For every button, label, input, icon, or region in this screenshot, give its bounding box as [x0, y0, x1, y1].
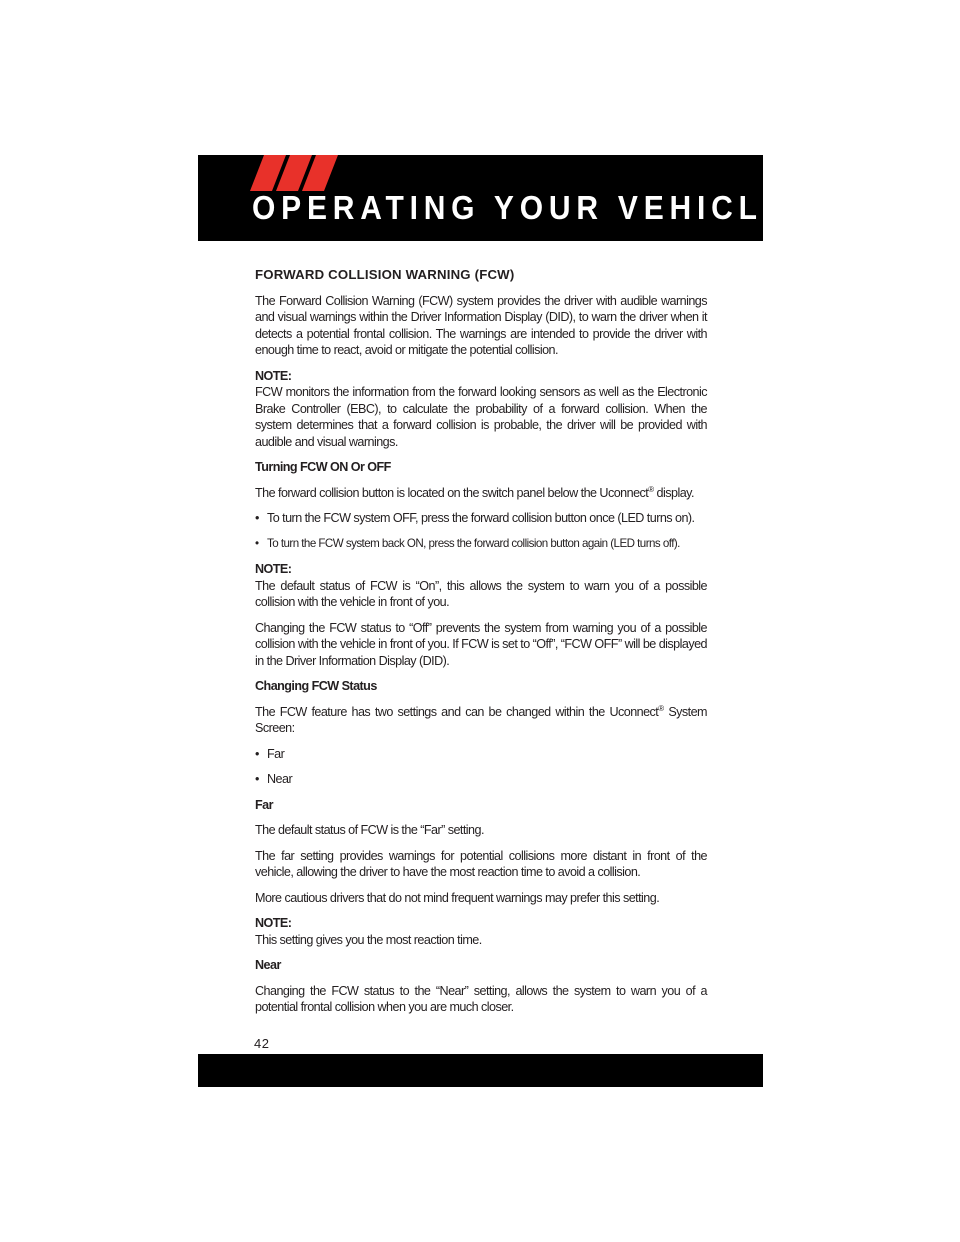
page-number: 42: [254, 1036, 270, 1051]
intro-paragraph: The Forward Collision Warning (FCW) system provides the driver with audible warnings and visual warnings within the Driver Information Display (DID), to warn the driver when it detects a potential frontal collision. The warnings are intended to provide the driver with enough time to react, avoid or mitigate the potential collision.: [255, 293, 707, 357]
main-heading: FORWARD COLLISION WARNING (FCW): [255, 267, 515, 282]
bullet-far: [255, 746, 707, 763]
far-heading: Far: [255, 797, 273, 812]
note-block-1: [255, 368, 707, 451]
registered-mark: ®: [648, 484, 654, 494]
settings-paragraph: [255, 704, 707, 737]
bullet-turn-off: [255, 510, 707, 527]
changing-heading: Changing FCW Status: [255, 679, 377, 693]
changing-paragraph: Changing the FCW status to “Off” prevents the system from warning you of a possible collision with the vehicle in front of you. If FCW is set to “Off”, “FCW OFF” will be displayed in the Driver Information Display (DID).: [255, 620, 707, 668]
bullet-dot-icon: •: [255, 536, 259, 550]
section-title: OPERATING YOUR VEHICLE: [252, 190, 789, 227]
note-text-3: This setting gives you the most reaction time.: [255, 932, 482, 947]
note-label: NOTE:: [255, 562, 292, 576]
turning-text-before: The forward collision button is located on the switch panel below the Uconnect: [255, 485, 649, 500]
bullet-near-text: Near: [267, 772, 293, 786]
turning-heading: Turning FCW ON Or OFF: [255, 460, 391, 474]
bullet-turn-off-text: To turn the FCW system OFF, press the forward collision button once (LED turns on).: [267, 511, 695, 525]
page-content: [255, 267, 707, 1025]
far-description-paragraph: The far setting provides warnings for potential collisions more distant in front of the vehicle, allowing the driver to have the most reaction time to avoid a collision.: [255, 848, 707, 879]
settings-text-before: The FCW feature has two settings and can be changed within the Uconnect: [255, 704, 659, 719]
note-text-2: The default status of FCW is “On”, this allows the system to warn you of a possible collision with the vehicle in front of you.: [255, 578, 707, 609]
bullet-dot-icon: •: [255, 511, 259, 525]
turning-paragraph: [255, 485, 707, 502]
bullet-near: [255, 771, 707, 788]
bullet-dot-icon: •: [255, 746, 259, 761]
near-paragraph: Changing the FCW status to the “Near” setting, allows the system to warn you of a potential frontal collision when you are much closer.: [255, 983, 707, 1014]
red-stripes-logo: [250, 155, 340, 191]
registered-mark: ®: [658, 703, 664, 713]
footer-band: [198, 1054, 763, 1087]
far-default-paragraph: The default status of FCW is the “Far” setting.: [255, 823, 484, 837]
bullet-dot-icon: •: [255, 772, 259, 786]
bullet-far-text: Far: [267, 746, 285, 761]
note-block-2: [255, 561, 707, 611]
note-label: NOTE:: [255, 368, 292, 383]
bullet-turn-on: [255, 536, 707, 553]
settings-text-after: System Screen:: [255, 704, 708, 735]
near-heading: Near: [255, 958, 281, 972]
note-label: NOTE:: [255, 916, 292, 930]
note-block-3: [255, 915, 707, 948]
note-text-1: FCW monitors the information from the forward looking sensors as well as the Electronic Brake Controller (EBC), to calculate the probability of a forward collision. When the system determines that a forward collision is probable, the driver will be provided with audible and visual warnings.: [255, 385, 707, 449]
bullet-turn-on-text: To turn the FCW system back ON, press the forward collision button again (LED turns off).: [267, 536, 680, 550]
far-cautious-paragraph: More cautious drivers that do not mind frequent warnings may prefer this setting.: [255, 890, 660, 905]
turning-text-after: display.: [653, 485, 694, 500]
